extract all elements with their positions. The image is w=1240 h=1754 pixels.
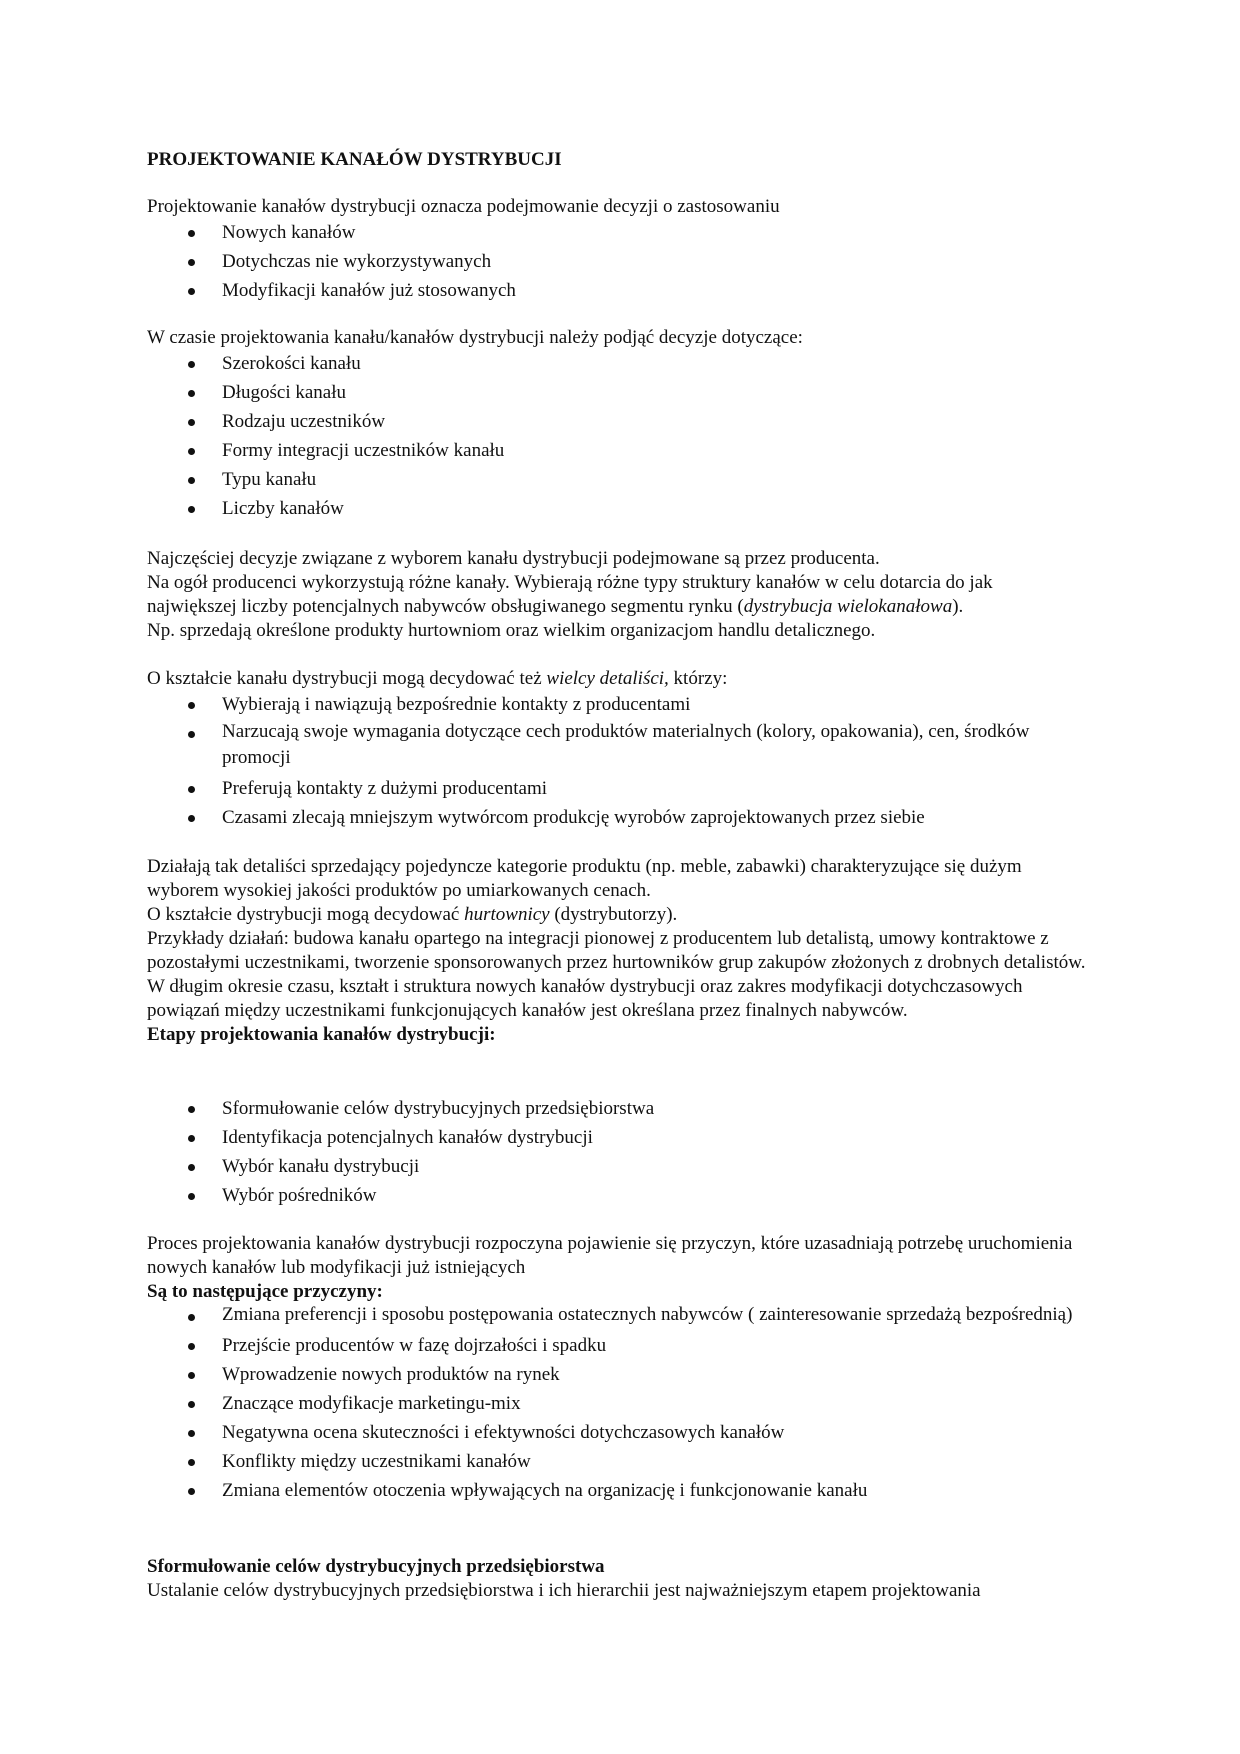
list-item: Nowych kanałów [147,218,1087,247]
intro-paragraph: Projektowanie kanałów dystrybucji oznacza podejmowanie decyzji o zastosowaniu [147,196,780,217]
text-span: O kształcie dystrybucji mogą decydować [147,904,465,925]
decisions-paragraph: W czasie projektowania kanału/kanałów dystrybucji należy podjąć decyzje dotyczące: [147,327,803,348]
text-span: którzy: [668,668,728,689]
list-item: Zmiana preferencji i sposobu postępowania ostatecznych nabywców ( zainteresowanie sprzedażą bezpośrednią) [147,1302,1087,1331]
paragraph-line: Najczęściej decyzje związane z wyborem kanału dystrybucji podejmowane są przez producenta. [147,548,880,569]
text-span: ). [952,596,964,617]
paragraph-text: Proces projektowania kanałów dystrybucji rozpoczyna pojawienie się przyczyn, które uzasadniają potrzebę uruchomienia nowych kanałów lub modyfikacji już istniejących [147,1233,1073,1278]
retailers-list [147,690,1087,832]
emphasis-text: hurtownicy [464,904,550,925]
paragraph-text: Przykłady działań: budowa kanału opartego na integracji pionowej z producentem lub detalistą, umowy kontraktowe z pozostałymi uczestnikami, tworzenie sponsorowanych przez hurtowników grup zakupów złożonych z drobnych detalistów. [147,928,1086,973]
list-item: Długości kanału [147,378,1087,407]
section-heading: Etapy projektowania kanałów dystrybucji: [147,1024,496,1045]
wholesalers-paragraph [147,855,1087,1047]
section-heading: Sformułowanie celów dystrybucyjnych przedsiębiorstwa [147,1556,605,1577]
retailers-paragraph [147,667,1087,691]
list-item: Konflikty między uczestnikami kanałów [147,1447,1087,1476]
paragraph-line: Np. sprzedają określone produkty hurtowniom oraz wielkim organizacjom handlu detalicznego. [147,620,876,641]
emphasis-text: wielcy detaliści, [546,668,669,689]
paragraph-text: W długim okresie czasu, kształt i struktura nowych kanałów dystrybucji oraz zakres modyfikacji dotychczasowych powiązań między uczestnikami funkcjonujących kanałów jest określana przez finalnych nabywców. [147,976,1023,1021]
list-item: Preferują kontakty z dużymi producentami [147,774,1087,803]
stages-list [147,1094,1087,1210]
list-item: Wybierają i nawiązują bezpośrednie kontakty z producentami [147,690,1087,719]
list-item: Przejście producentów w fazę dojrzałości i spadku [147,1331,1087,1360]
list-item: Znaczące modyfikacje marketingu-mix [147,1389,1087,1418]
list-item: Wybór pośredników [147,1181,1087,1210]
list-item: Szerokości kanału [147,349,1087,378]
emphasis-text: dystrybucja wielokanałowa [743,596,953,617]
list-item: Narzucają swoje wymagania dotyczące cech produktów materialnych (kolory, opakowania), cen, środków promocji [147,719,1087,774]
list-item: Identyfikacja potencjalnych kanałów dystrybucji [147,1123,1087,1152]
list-item: Liczby kanałów [147,494,1087,523]
paragraph-line [147,595,1087,619]
decisions-list [147,349,1087,523]
text-span: największej liczby potencjalnych nabywców obsługiwanego segmentu rynku ( [147,596,744,617]
list-item: Wprowadzenie nowych produktów na rynek [147,1360,1087,1389]
text-span: O kształcie kanału dystrybucji mogą decydować też [147,668,547,689]
goals-section [147,1555,1087,1603]
process-paragraph [147,1232,1087,1304]
list-item: Wybór kanału dystrybucji [147,1152,1087,1181]
list-item: Modyfikacji kanałów już stosowanych [147,276,1087,305]
paragraph-text [147,903,1087,927]
list-item: Rodzaju uczestników [147,407,1087,436]
paragraph-text: Działają tak detaliści sprzedający pojedyncze kategorie produktu (np. meble, zabawki) charakteryzujące się dużym wyborem wysokiej jakości produktów po umiarkowanych cenach. [147,856,1022,901]
list-item: Formy integracji uczestników kanału [147,436,1087,465]
document-title: PROJEKTOWANIE KANAŁÓW DYSTRYBUCJI [147,149,562,170]
producer-paragraph [147,547,1087,643]
section-heading: Są to następujące przyczyny: [147,1281,383,1302]
new-channels-list [147,218,1087,305]
list-item: Typu kanału [147,465,1087,494]
reasons-list [147,1302,1087,1505]
list-item: Sformułowanie celów dystrybucyjnych przedsiębiorstwa [147,1094,1087,1123]
list-item: Zmiana elementów otoczenia wpływających na organizację i funkcjonowanie kanału [147,1476,1087,1505]
paragraph-text: Ustalanie celów dystrybucyjnych przedsiębiorstwa i ich hierarchii jest najważniejszym etapem projektowania [147,1580,981,1601]
list-item: Czasami zlecają mniejszym wytwórcom produkcję wyrobów zaprojektowanych przez siebie [147,803,1087,832]
list-item: Dotychczas nie wykorzystywanych [147,247,1087,276]
list-item: Negatywna ocena skuteczności i efektywności dotychczasowych kanałów [147,1418,1087,1447]
paragraph-line: Na ogół producenci wykorzystują różne kanały. Wybierają różne typy struktury kanałów w celu dotarcia do jak [147,572,993,593]
text-span: (dystrybutorzy). [549,904,678,925]
